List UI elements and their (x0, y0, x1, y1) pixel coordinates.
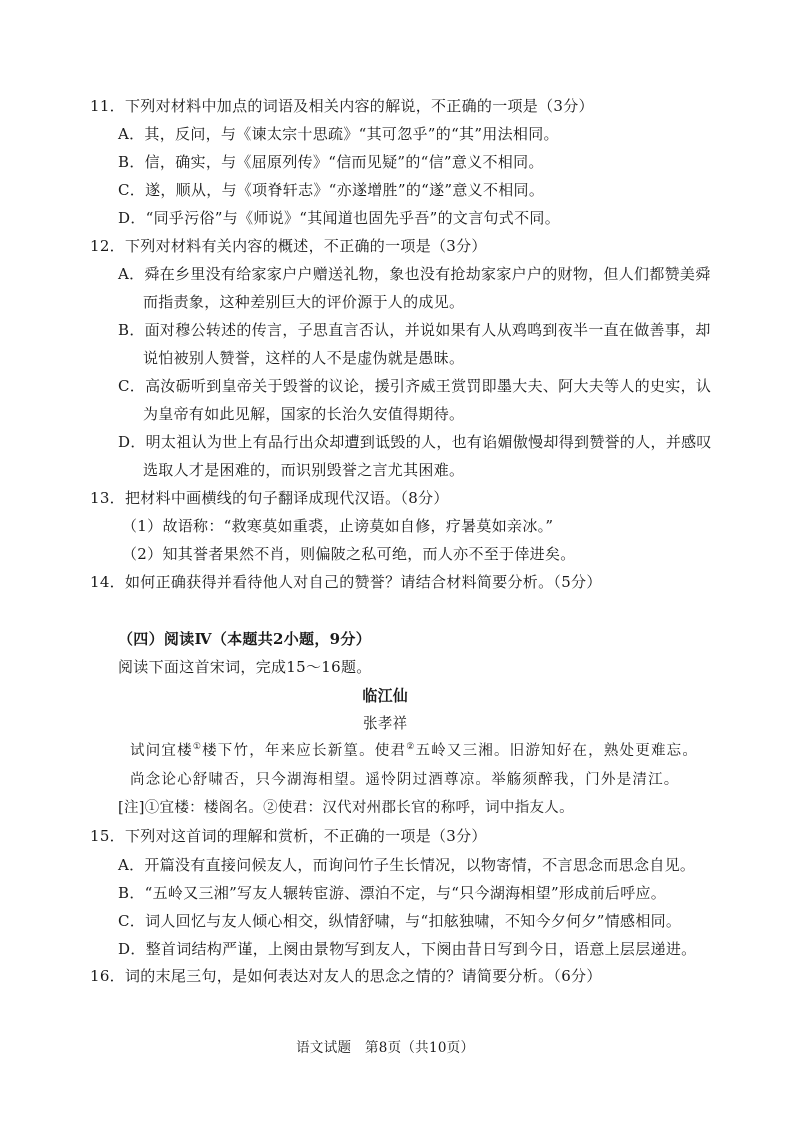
q11-option-a: A．其，反问，与《谏太宗十思疏》“其可忽乎”的“其”用法相同。 (118, 125, 559, 143)
q11-option-b: B．信，确实，与《屈原列传》“信而见疑”的“信”意义不相同。 (118, 153, 544, 171)
q13-item-2: （2）知其誉者果然不肖，则偏陂之私可绝，而人亦不至于倖进矣。 (122, 545, 576, 563)
q11-option-d: D．“同乎污俗”与《师说》“其闻道也固先乎吾”的文言句式不同。 (118, 209, 561, 227)
section-instruction: 阅读下面这首宋词，完成15～16题。 (118, 658, 372, 676)
poem-line-1-part-b: 楼下竹，年来应长新篁。使君 (202, 743, 407, 759)
poem-line-1 (130, 741, 698, 761)
q15-option-b: B．“五岭又三湘”写友人辗转宦游、漂泊不定，与“只今湖海相望”形成前后呼应。 (118, 884, 667, 902)
q15-option-c: C．词人回忆与友人倾心相交，纵情舒啸，与“扣舷独啸，不知今夕何夕”情感相同。 (118, 912, 682, 930)
q12-option-c: C．高汝砺听到皇帝关于毁誉的议论，援引齐威王赏罚即墨大夫、阿大夫等人的史实，认 (118, 377, 712, 395)
q12-option-b: B．面对穆公转述的传言，子思直言否认，并说如果有人从鸡鸣到夜半一直在做善事，却 (118, 321, 711, 339)
poem-line-2: 尚念论心舒啸否，只今湖海相望。遥怜阴过酒尊凉。举觞须醉我，门外是清江。 (130, 772, 680, 788)
q11-stem: 11．下列对材料中加点的词语及相关内容的解说，不正确的一项是（3分） (90, 97, 594, 115)
q12-option-c-cont: 为皇帝有如此见解，国家的长治久安值得期待。 (143, 405, 465, 423)
poem-title: 临江仙 (362, 686, 409, 705)
q13-item-1: （1）故语称：“救寒莫如重裘，止谤莫如自修，疗暑莫如亲冰。” (122, 517, 554, 535)
q12-option-d-cont: 选取人才是困难的，而识别毁誉之言尤其困难。 (143, 461, 465, 479)
section-heading: （四）阅读Ⅳ（本题共2小题，9分） (118, 630, 371, 648)
poem-line-1-part-a: 试问宜楼 (130, 743, 193, 759)
q15-option-a: A．开篇没有直接问候友人，而询问竹子生长情况，以物寄情，不言思念而思念自见。 (118, 856, 696, 874)
poem-note: [注]①宜楼：楼阁名。②使君：汉代对州郡长官的称呼，词中指友人。 (118, 800, 574, 816)
poem-line-1-part-c: 五岭又三湘。旧游知好在，熟处更难忘。 (415, 743, 699, 759)
q11-option-c: C．遂，顺从，与《项脊轩志》“亦遂增胜”的“遂”意义不相同。 (118, 181, 545, 199)
poem-author: 张孝祥 (363, 714, 408, 732)
page-footer: 语文试题 第8页（共10页） (296, 1040, 475, 1056)
q15-stem: 15．下列对这首词的理解和赏析，不正确的一项是（3分） (90, 827, 487, 845)
q12-option-b-cont: 说怕被别人赞誉，这样的人不是虚伪就是愚昧。 (143, 349, 465, 367)
footnote-marker-1: ① (192, 742, 203, 753)
q15-option-d: D．整首词结构严谨，上阕由景物写到友人，下阕由昔日写到今日，语意上层层递进。 (118, 940, 697, 958)
q14-stem: 14．如何正确获得并看待他人对自己的赞誉？请结合材料简要分析。（5分） (90, 573, 602, 591)
q12-option-d: D．明太祖认为世上有品行出众却遭到诋毁的人，也有谄媚傲慢却得到赞誉的人，并感叹 (118, 433, 712, 451)
footnote-marker-2: ② (406, 742, 416, 753)
q16-stem: 16．词的末尾三句，是如何表达对友人的思念之情的？请简要分析。（6分） (90, 967, 602, 985)
q12-option-a: A．舜在乡里没有给家家户户赠送礼物，象也没有抢劫家家户户的财物，但人们都赞美舜 (118, 265, 711, 283)
q12-stem: 12．下列对材料有关内容的概述，不正确的一项是（3分） (90, 237, 487, 255)
q13-stem: 13．把材料中画横线的句子翻译成现代汉语。（8分） (90, 489, 449, 507)
q12-option-a-cont: 而指责象，这种差别巨大的评价源于人的成见。 (143, 293, 465, 311)
